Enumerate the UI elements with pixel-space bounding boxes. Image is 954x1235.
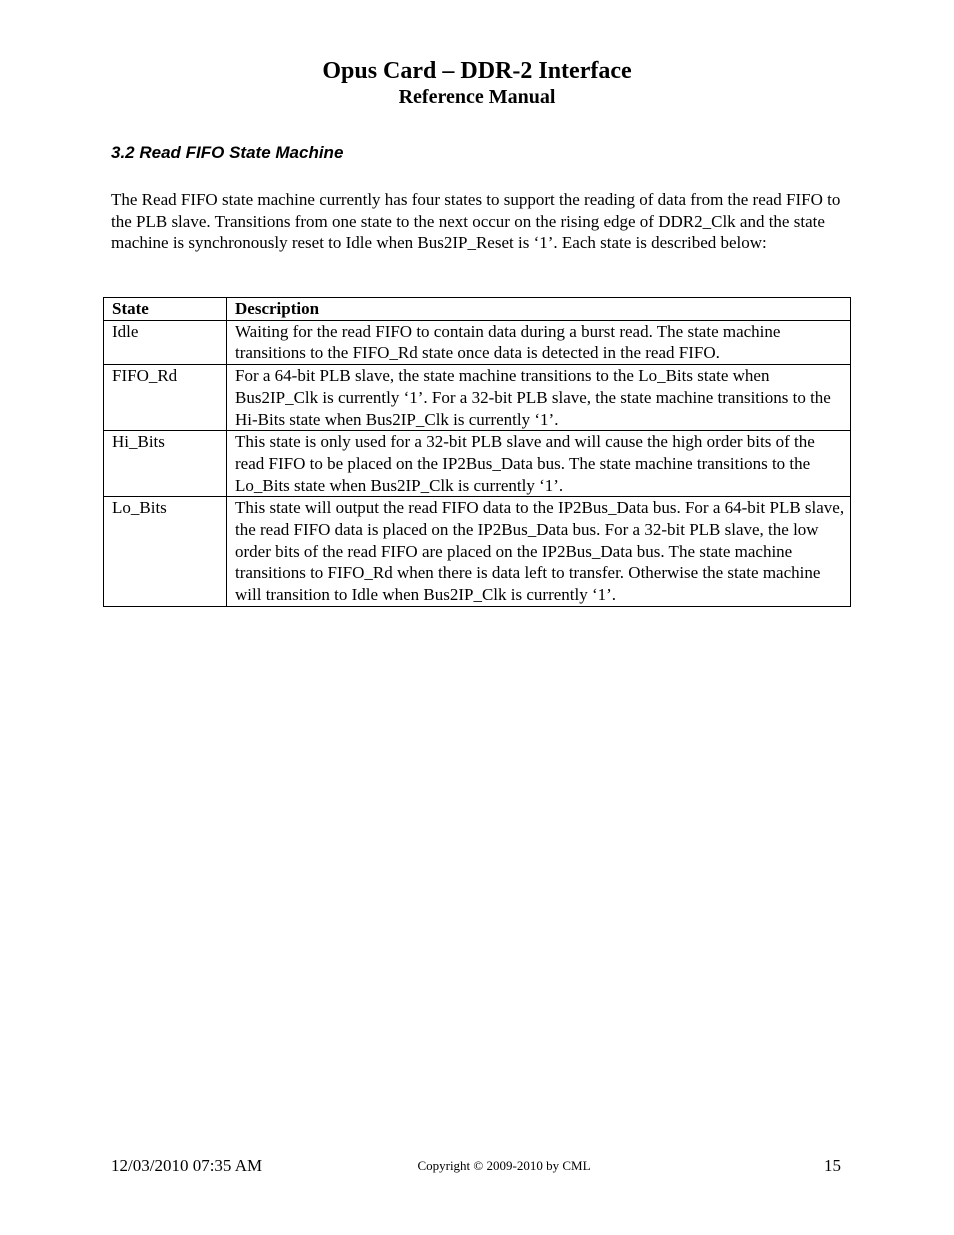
page-number: 15 (824, 1156, 841, 1175)
document-subtitle: Reference Manual (398, 86, 556, 108)
page-header (0, 57, 954, 109)
document-title: Opus Card – DDR-2 Interface (322, 58, 632, 84)
section-heading: 3.2 Read FIFO State Machine (111, 143, 344, 162)
footer-copyright: Copyright © 2009-2010 by CML (417, 1158, 591, 1173)
state-cell: Idle (104, 320, 227, 364)
column-header-state: State (104, 298, 227, 321)
description-cell: For a 64-bit PLB slave, the state machine transitions to the Lo_Bits state when Bus2IP_Clk is currently ‘1’. For a 32-bit PLB slave, the state machine transitions to the Hi-Bits state when Bus2IP_Clk is currently ‘1’. (227, 365, 851, 431)
table-row (104, 431, 851, 497)
state-table (103, 297, 851, 607)
table-header-row (104, 298, 851, 321)
table-row (104, 365, 851, 431)
description-cell: This state is only used for a 32-bit PLB slave and will cause the high order bits of the read FIFO to be placed on the IP2Bus_Data bus. The state machine transitions to the Lo_Bits state when Bus2IP_Clk is currently ‘1’. (227, 431, 851, 497)
state-cell: Lo_Bits (104, 497, 227, 607)
table-row (104, 320, 851, 364)
description-cell: Waiting for the read FIFO to contain data during a burst read. The state machine transitions to the FIFO_Rd state once data is detected in the read FIFO. (227, 320, 851, 364)
column-header-description: Description (227, 298, 851, 321)
intro-paragraph: The Read FIFO state machine currently has four states to support the reading of data from the read FIFO to the PLB slave. Transitions from one state to the next occur on the rising edge of DDR2_Clk and the state machine is synchronously reset to Idle when Bus2IP_Reset is ‘1’. Each state is described below: (111, 190, 841, 253)
description-cell: This state will output the read FIFO data to the IP2Bus_Data bus. For a 64-bit PLB slave, the read FIFO data is placed on the IP2Bus_Data bus. For a 32-bit PLB slave, the low order bits of the read FIFO are placed on the IP2Bus_Data bus. The state machine transitions to FIFO_Rd when there is data left to transfer. Otherwise the state machine will transition to Idle when Bus2IP_Clk is currently ‘1’. (227, 497, 851, 607)
state-cell: FIFO_Rd (104, 365, 227, 431)
table-row (104, 497, 851, 607)
footer-date: 12/03/2010 07:35 AM (111, 1156, 263, 1175)
state-cell: Hi_Bits (104, 431, 227, 497)
